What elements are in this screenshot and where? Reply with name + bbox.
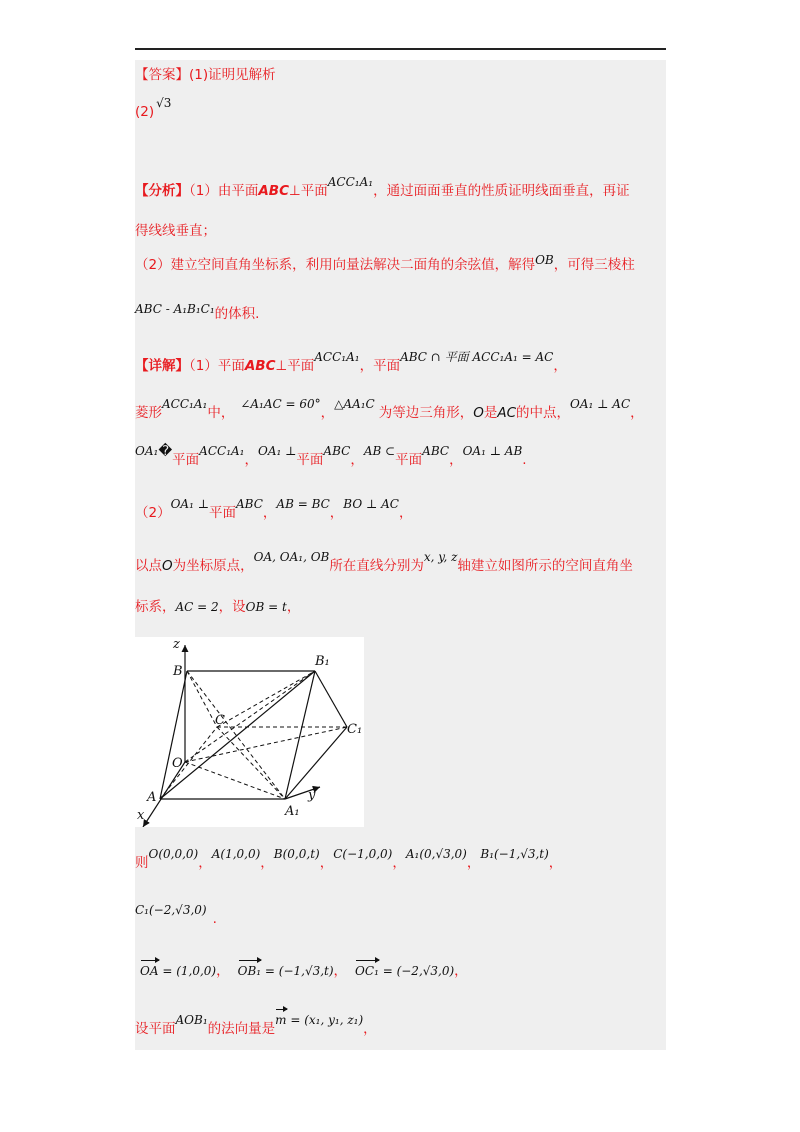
prism-figure: [135, 637, 364, 827]
label-B: B: [173, 664, 183, 679]
coords-line-2: C₁(−2,√3,0).: [135, 903, 217, 927]
coords-line-1: 则O(0,0,0)，A(1,0,0)，B(0,0,t)，C(−1,0,0)，A₁(0,√3,0)，B₁(−1,√3,t)，: [135, 847, 563, 871]
answer-line-1: [135, 66, 276, 84]
edge-OA1: [185, 762, 285, 799]
label-A1: A₁: [285, 804, 300, 819]
detail-line-5: 以点O为坐标原点，OA, OA₁, OB所在直线分别为x, y, z轴建立如图所示的空间直角坐: [135, 550, 633, 574]
label-O: O: [172, 756, 183, 771]
detail-line-1: 【详解】（1）平面ABC⊥平面ACC₁A₁，平面ABC ∩ 平面 ACC₁A₁ = AC，: [135, 350, 567, 374]
answer-tag: 【答案】: [135, 67, 189, 83]
label-z: z: [173, 637, 180, 652]
detail-line-4: （2）OA₁ ⊥平面ABC，AB = BC，BO ⊥ AC，: [135, 497, 413, 521]
label-C1: C₁: [347, 722, 363, 737]
edge-CB1: [217, 671, 315, 727]
answer-part1: (1)证明见解析: [189, 67, 276, 83]
detail-line-2: 菱形ACC₁A₁中，∠A₁AC = 60°，△AA₁C为等边三角形，O是AC的中点，OA₁ ⊥ AC，: [135, 397, 644, 421]
prism-diagram: [135, 637, 364, 827]
label-C: C: [215, 713, 225, 728]
solution-panel: [135, 60, 666, 1050]
edge-BC: [187, 671, 217, 727]
edge-BA1: [187, 671, 285, 799]
vectors-line: OA = (1,0,0)， OB₁ = (−1,√3,t)， OC₁ = (−2,√3,0)，: [140, 963, 468, 979]
edge-B1C1: [315, 671, 347, 727]
normal-line: 设平面AOB₁的法向量是m = (x₁, y₁, z₁)，: [135, 1013, 377, 1037]
label-A: A: [147, 790, 157, 805]
label-B1: B₁: [315, 654, 330, 669]
analysis-line-3: （2）建立空间直角坐标系，利用向量法解决二面角的余弦值，解得OB，可得三棱柱: [135, 253, 635, 273]
answer-value: √3: [156, 96, 172, 110]
analysis-tag: 【分析】: [135, 183, 189, 199]
answer-line-2: (2)√3: [135, 96, 172, 120]
detail-tag: 【详解】: [135, 358, 189, 374]
detail-line-6: 标系，AC = 2，设OB = t，: [135, 599, 301, 615]
analysis-line-2: 得线线垂直；: [135, 223, 216, 239]
label-x: x: [137, 808, 145, 823]
label-y: y: [308, 788, 316, 803]
analysis-line-4: ABC - A₁B₁C₁的体积.: [135, 302, 260, 322]
header-rule: [135, 48, 666, 50]
analysis-line-1: 【分析】（1）由平面ABC⊥平面ACC₁A₁，通过面面垂直的性质证明线面垂直，再证: [135, 175, 630, 199]
detail-line-3: OA₁�平面ACC₁A₁，OA₁ ⊥平面ABC，AB ⊂平面ABC，OA₁ ⊥ AB.: [135, 443, 527, 468]
edge-CA1: [217, 727, 285, 799]
